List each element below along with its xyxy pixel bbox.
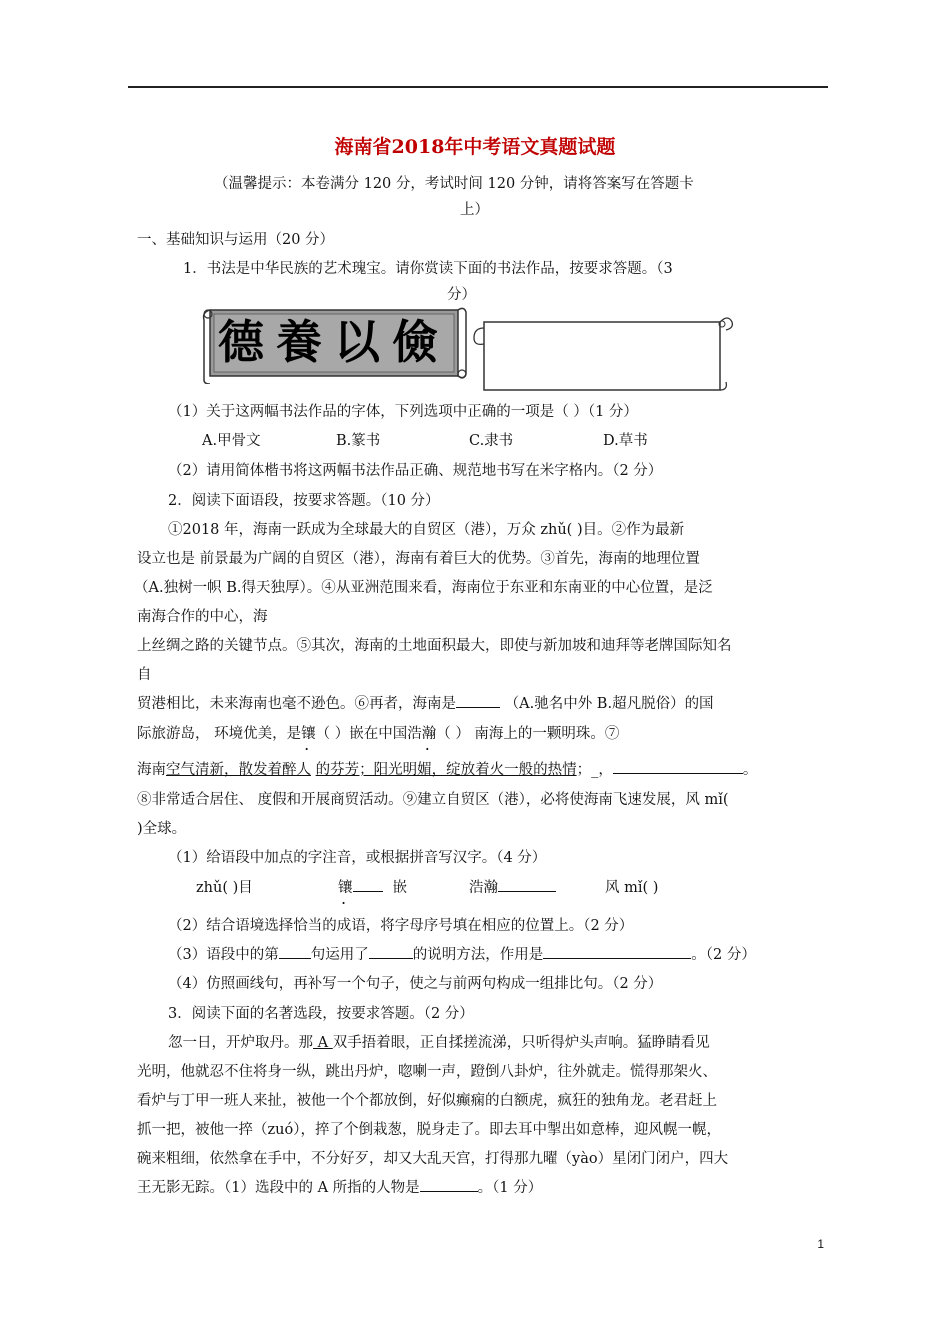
dotted-char-han: 瀚	[421, 726, 437, 742]
q2-p8-part-c: （ ） 南海上的一颗明珠。⑦	[436, 726, 620, 742]
q1-stem-line-2: 分）	[447, 287, 476, 303]
empty-writing-scroll	[470, 314, 734, 394]
q2-p7-part-a: 贸港相比，未来海南也毫不逊色。⑥再者，海南是	[137, 696, 456, 712]
fill-fengmi: 风 mǐ( )	[605, 880, 659, 896]
q2-sub-2: （2）结合语境选择恰当的成语，将字母序号填在相应的位置上。（2 分）	[168, 918, 634, 934]
fill-haohan	[469, 876, 556, 897]
q1-option-c: C.隶书	[469, 433, 514, 449]
calligraphy-text: 德養以儉	[218, 315, 450, 369]
q2-stem: 2．阅读下面语段，按要求答题。（10 分）	[168, 493, 440, 509]
q2-p8-part-a: 际旅游岛， 环境优美，是	[137, 726, 302, 742]
parallel-sentence-blank[interactable]	[613, 759, 743, 774]
q2-para-line-4: 南海合作的中心，海	[137, 609, 268, 625]
q3-para-line-4: 抓一把，被他一捽（zuó），捽了个倒栽葱，脱身走了。即去耳中掣出如意棒，迎风幌一幌，	[137, 1122, 721, 1138]
q1-option-d: D.草书	[603, 433, 648, 449]
q2-sub-4: （4）仿照画线句，再补写一个句子，使之与前两句构成一组排比句。（2 分）	[168, 976, 663, 992]
fill-xiang-char: 镶	[338, 880, 353, 896]
q3-para-line-2: 光明，他就忍不住将身一纵，跳出丹炉，唿喇一声，蹬倒八卦炉，往外就走。慌得那架火、	[137, 1064, 717, 1080]
dotted-char-xiang: 镶	[301, 726, 316, 742]
q3-para-line-1	[168, 1031, 710, 1052]
header-rule	[128, 86, 828, 88]
q2-para-line-7	[137, 692, 714, 713]
page-title: 海南省2018年中考语文真题试题	[334, 136, 616, 158]
q2-para-line-3: （A.独树一帜 B.得天独厚）。④从亚洲范围来看，海南位于东亚和东南亚的中心位置，是泛	[134, 580, 713, 596]
q2-sub3-part-c: 的说明方法，作用是	[412, 947, 544, 963]
q2-sub-1: （1）给语段中加点的字注音，或根据拼音写汉字。（4 分）	[168, 850, 547, 866]
fill-haohan-blank[interactable]	[498, 877, 556, 892]
q1-option-b: B.篆书	[336, 433, 381, 449]
q1-stem-line-1: 1．书法是中华民族的艺术瑰宝。请你赏读下面的书法作品，按要求答题。（3	[183, 261, 673, 277]
q2-sub3-part-a: （3）语段中的第	[168, 947, 279, 963]
q2-p9-end: 。	[742, 762, 758, 778]
character-name-blank[interactable]	[420, 1177, 478, 1192]
calligraphy-scroll	[200, 304, 470, 384]
fill-xiang	[338, 876, 407, 897]
q3-para-line-5: 碗来粗细，依然拿在手中，不分好歹，却又大乱天宫，打得那九曜（yào）星闭门闭户，四大	[137, 1151, 729, 1167]
fill-zhu: zhǔ( )目	[196, 880, 253, 896]
hint-line-1: （温馨提示：本卷满分 120 分，考试时间 120 分钟，请将答案写在答题卡	[214, 176, 694, 192]
q2-para-line-6: 自	[137, 667, 152, 683]
q3-para-line-3: 看炉与丁甲一班人来扯，被他一个个都放倒，好似癫痫的白额虎，疯狂的独角龙。老君赶上	[137, 1093, 717, 1109]
hint-line-2: 上）	[460, 202, 489, 218]
fill-haohan-char: 浩瀚	[469, 880, 498, 896]
q2-para-line-10: ⑧非常适合居住、 度假和开展商贸活动。⑨建立自贸区（港），必将使海南飞速发展，风 mǐ(	[137, 792, 729, 808]
q3-p6-part-a: 王无影无踪。（1）选段中的 A 所指的人物是	[137, 1180, 420, 1196]
q2-sub-3	[168, 943, 756, 964]
q2-para-line-11: )全球。	[137, 821, 187, 837]
q2-para-line-2: 设立也是 前景最为广阔的自贸区（港），海南有着巨大的优势。③首先，海南的地理位置	[137, 551, 700, 567]
q1-sub-2: （2）请用简体楷书将这两幅书法作品正确、规范地书写在米字格内。（2 分）	[168, 463, 663, 479]
underlined-sentence-2: 的芬芳；阳光明媚，绽放着火一般的热情	[315, 762, 577, 778]
q3-p6-part-b: 。（1 分）	[477, 1180, 543, 1196]
q3-para-line-6	[137, 1176, 542, 1197]
q2-sub3-part-d: 。（2 分）	[691, 947, 756, 963]
q3-p1-part-b: 双手捂着眼，正自揉搓流涕，只听得炉头声响。猛睁睛看见	[332, 1035, 710, 1051]
q3-blank-a: A	[313, 1035, 333, 1051]
effect-blank[interactable]	[543, 944, 691, 959]
idiom-blank[interactable]	[456, 693, 500, 708]
q2-p9-part-c: ；_，	[576, 762, 613, 778]
fill-xiang-blank[interactable]	[353, 877, 383, 892]
q2-para-line-8	[137, 722, 619, 743]
underlined-sentence-1: 空气清新，散发着醉人	[166, 762, 311, 778]
method-blank[interactable]	[369, 944, 413, 959]
q3-stem: 3．阅读下面的名著选段，按要求答题。（2 分）	[168, 1006, 474, 1022]
q1-sub-1: （1）关于这两幅书法作品的字体，下列选项中正确的一项是（ ）（1 分）	[168, 404, 638, 420]
sentence-number-blank[interactable]	[279, 944, 311, 959]
q2-p9-part-a: 海南	[137, 762, 166, 778]
q2-p8-part-b: （ ）嵌在中国浩	[315, 726, 422, 742]
fill-qian-char: 嵌	[392, 880, 407, 896]
q2-para-line-1: ①2018 年，海南一跃成为全球最大的自贸区（港），万众 zhǔ( )目。②作为最新	[168, 522, 685, 538]
q3-p1-part-a: 忽一日，开炉取丹。那	[168, 1035, 313, 1051]
q2-sub3-part-b: 句运用了	[310, 947, 369, 963]
page-number: 1	[817, 1237, 824, 1251]
q2-para-line-9	[137, 758, 757, 779]
q2-para-line-5: 上丝绸之路的关键节点。⑤其次，海南的土地面积最大，即使与新加坡和迪拜等老牌国际知名	[137, 638, 732, 654]
q2-p7-part-b: （A.驰名中外 B.超凡脱俗）的国	[500, 696, 714, 712]
section-heading: 一、基础知识与运用（20 分）	[137, 232, 335, 248]
q1-option-a: A.甲骨文	[202, 433, 261, 449]
